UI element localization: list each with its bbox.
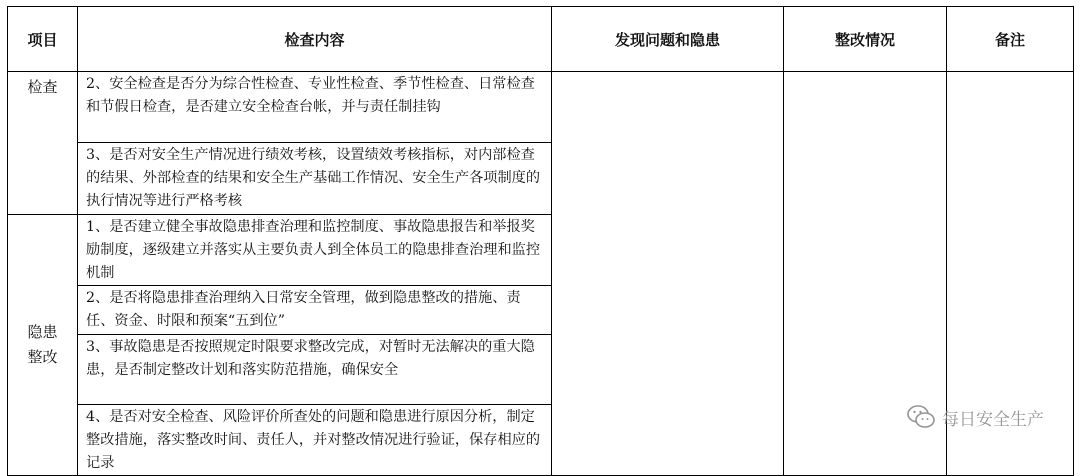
header-content: 检查内容 <box>78 7 552 72</box>
content-cell: 2、安全检查是否分为综合性检查、专业性检查、季节性检查、日常检查和节假日检查，是否建立安全检查台帐，并与责任制挂钩 <box>78 72 552 143</box>
header-item: 项目 <box>8 7 78 72</box>
wechat-icon <box>906 404 936 430</box>
content-cell: 4、是否对安全检查、风险评价所查处的问题和隐患进行原因分析，制定整改措施，落实整改时间、责任人，并对整改情况进行验证，保存相应的记录 <box>78 404 552 476</box>
category-inspection: 检查 <box>8 72 78 215</box>
header-fix: 整改情况 <box>784 7 947 72</box>
issues-cell[interactable] <box>552 72 784 476</box>
table-row <box>8 72 1074 143</box>
content-cell: 1、是否建立健全事故隐患排查治理和监控制度、事故隐患报告和举报奖励制度，逐级建立并落实从主要负责人到全体员工的隐患排查治理和监控机制 <box>78 214 552 286</box>
content-cell: 3、是否对安全生产情况进行绩效考核，设置绩效考核指标，对内部检查的结果、外部检查的结果和安全生产基础工作情况、安全生产各项制度的执行情况等进行严格考核 <box>78 143 552 215</box>
watermark-text: 每日安全生产 <box>942 409 1044 430</box>
content-cell: 3、事故隐患是否按照规定时限要求整改完成，对暂时无法解决的重大隐患，是否制定整改计划和落实防范措施，确保安全 <box>78 334 552 404</box>
content-cell: 2、是否将隐患排查治理纳入日常安全管理，做到隐患整改的措施、责任、资金、时限和预案“五到位” <box>78 286 552 334</box>
header-row <box>8 7 1074 72</box>
header-note: 备注 <box>947 7 1074 72</box>
header-issues: 发现问题和隐患 <box>552 7 784 72</box>
watermark <box>906 404 1044 430</box>
category-hazard-rectification: 隐患整改 <box>8 214 78 476</box>
